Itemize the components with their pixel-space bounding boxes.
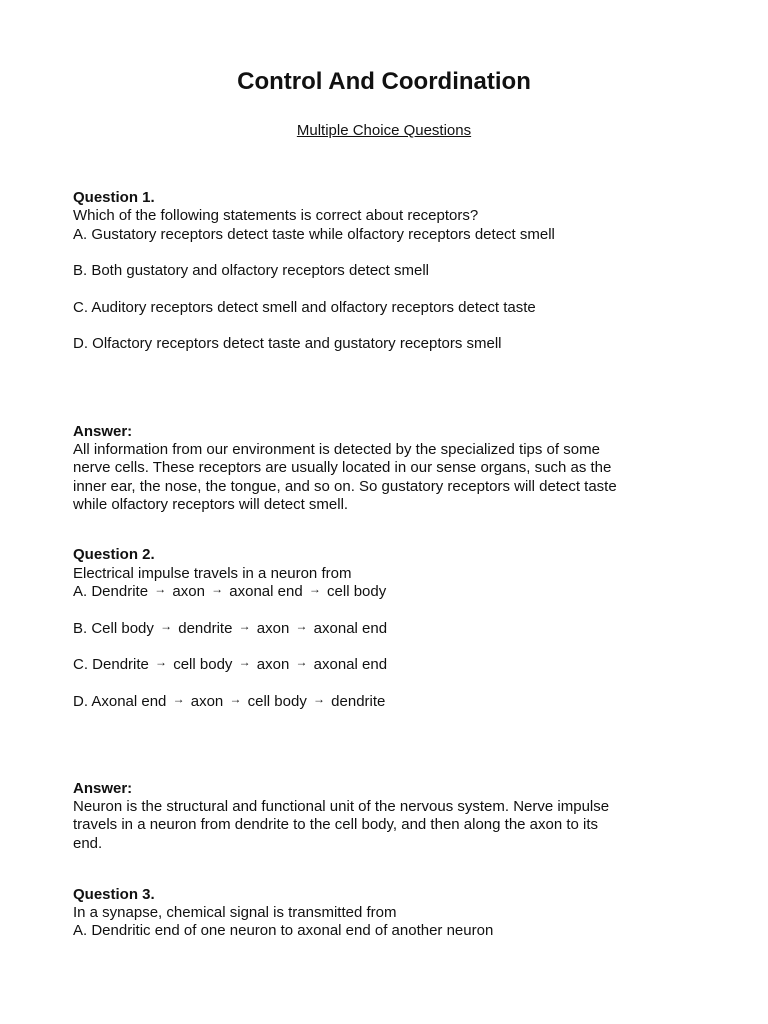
arrow-right-icon: → (211, 582, 224, 596)
arrow-right-icon: → (313, 692, 325, 706)
option-part: dendrite (331, 693, 386, 710)
answer-2-line: Neuron is the structural and functional unit of the nervous system. Nerve impulse (73, 798, 610, 815)
option-part: cell body (247, 693, 307, 710)
question-2-text: Electrical impulse travels in a neuron from (73, 565, 352, 582)
option-part: axon (256, 620, 290, 637)
arrow-right-icon: → (154, 582, 167, 596)
option-part: axonal end (229, 583, 303, 600)
option-part: axon (256, 656, 290, 673)
option-prefix: D. (73, 693, 92, 710)
question-1-option-d: D. Olfactory receptors detect taste and gustatory receptors smell (73, 335, 502, 352)
question-3-text: In a synapse, chemical signal is transmitted from (73, 904, 397, 921)
answer-2-heading: Answer: (73, 780, 133, 797)
answer-1-line: nerve cells. These receptors are usually located in our sense organs, such as the (73, 459, 612, 477)
question-2-option-d (73, 693, 385, 711)
question-1-option-c: C. Auditory receptors detect smell and olfactory receptors detect taste (73, 299, 536, 316)
option-part: cell body (173, 656, 233, 673)
page-title: Control And Coordination (237, 68, 531, 95)
question-3-heading: Question 3. (73, 886, 155, 903)
question-1-option-a: A. Gustatory receptors detect taste while olfactory receptors detect smell (73, 226, 555, 243)
option-part: Dendrite (91, 583, 149, 600)
question-1-heading: Question 1. (73, 189, 155, 206)
arrow-right-icon: → (229, 692, 242, 706)
arrow-right-icon: → (295, 619, 308, 633)
answer-1-heading: Answer: (73, 423, 133, 440)
option-part: axon (190, 693, 224, 710)
arrow-right-icon: → (238, 655, 251, 669)
page-subtitle: Multiple Choice Questions (296, 122, 472, 139)
option-prefix: C. (73, 656, 93, 673)
arrow-right-icon: → (238, 619, 251, 633)
answer-1-line: while olfactory receptors will detect smell. (73, 496, 349, 514)
option-part: cell body (327, 583, 387, 600)
answer-2-line: travels in a neuron from dendrite to the cell body, and then along the axon to its (73, 816, 599, 834)
question-3-option-a: A. Dendritic end of one neuron to axonal end of another neuron (73, 922, 494, 939)
option-part: axonal end (313, 656, 388, 673)
option-part: axon (172, 583, 205, 600)
question-2-heading: Question 2. (73, 546, 155, 563)
question-2-option-b (73, 620, 387, 638)
arrow-right-icon: → (295, 655, 308, 669)
answer-2-line: end. (73, 834, 103, 852)
option-part: Dendrite (92, 656, 149, 673)
option-part: Cell body (91, 620, 154, 637)
option-prefix: B. (73, 620, 92, 637)
arrow-right-icon: → (160, 619, 173, 633)
answer-1-text (73, 441, 698, 515)
arrow-right-icon: → (172, 692, 185, 706)
option-part: Axonal end (91, 693, 167, 710)
option-part: axonal end (313, 620, 388, 637)
option-part: dendrite (178, 620, 233, 637)
question-1-text: Which of the following statements is correct about receptors? (73, 207, 479, 224)
arrow-right-icon: → (308, 582, 321, 596)
answer-2-text (73, 798, 698, 853)
answer-1-line: All information from our environment is detected by the specialized tips of some (73, 441, 600, 458)
arrow-right-icon: → (155, 655, 168, 669)
question-1-option-b: B. Both gustatory and olfactory receptors detect smell (73, 262, 430, 279)
answer-1-line: inner ear, the nose, the tongue, and so on. So gustatory receptors will detect taste (73, 477, 617, 495)
question-2-option-a (73, 583, 386, 601)
option-prefix: A. (73, 583, 92, 600)
question-2-option-c (73, 656, 387, 674)
